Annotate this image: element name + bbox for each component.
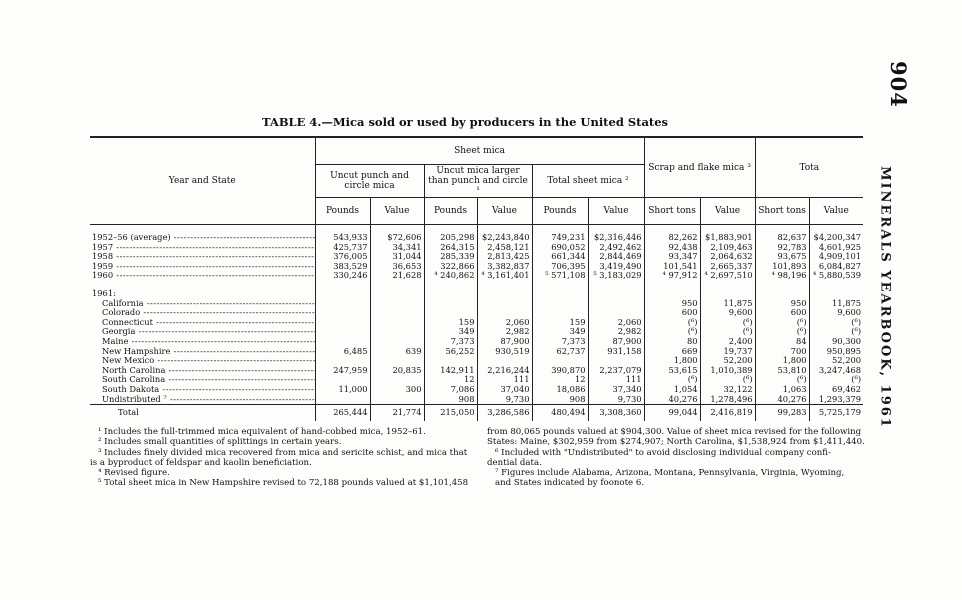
- table-cell: 99,044: [644, 405, 700, 422]
- table-cell: 265,444: [315, 405, 370, 422]
- table-cell: (⁶): [644, 327, 700, 337]
- row-label: [90, 271, 315, 281]
- row-label-text: 1959 -----: [92, 262, 315, 271]
- table-cell: 31,044: [370, 252, 424, 262]
- table-cell: 264,315: [424, 243, 477, 253]
- table-cell: 1,010,389: [700, 366, 755, 376]
- row-label-text: Maine -----: [102, 337, 315, 346]
- table-cell: 82,262: [644, 233, 700, 243]
- subheader-7: Value: [700, 198, 755, 225]
- table-cell: [315, 308, 370, 318]
- table-cell: 9,600: [809, 308, 863, 318]
- table-cell: 931,158: [588, 347, 644, 357]
- table-cell: 84: [755, 337, 809, 347]
- row-label-text: New Mexico -----: [102, 356, 315, 365]
- subheader-0: Pounds: [315, 198, 370, 225]
- row-label-text: South Carolina -----: [102, 375, 315, 384]
- table-cell: (⁶): [700, 318, 755, 328]
- table-cell: 690,052: [532, 243, 588, 253]
- table-cell: 950: [755, 299, 809, 309]
- table-cell: 52,200: [809, 356, 863, 366]
- row-label-text: 1958 -----: [92, 252, 315, 261]
- row-label: [90, 299, 315, 309]
- row-label: [90, 308, 315, 318]
- page-number: 904: [886, 61, 911, 108]
- table-cell: [315, 299, 370, 309]
- table-cell: 11,000: [315, 385, 370, 395]
- row-label: [90, 337, 315, 347]
- footnote-line: ⁴ Revised figure.: [98, 468, 170, 479]
- table-cell: 40,276: [755, 395, 809, 405]
- footnote-line: dential data.: [487, 457, 542, 468]
- footnote-line: ³ Includes finely divided mica recovered from mica and sericite schist, and mica that: [98, 447, 468, 458]
- footnotes-left: [90, 427, 475, 489]
- table-cell: [315, 327, 370, 337]
- table-cell: 2,237,079: [588, 366, 644, 376]
- table-cell: 12: [424, 375, 477, 385]
- table-cell: 2,400: [700, 337, 755, 347]
- table-cell: 82,637: [755, 233, 809, 243]
- table-cell: [477, 299, 532, 309]
- table-cell: 1,800: [755, 356, 809, 366]
- table-cell: 92,438: [644, 243, 700, 253]
- table-cell: 2,665,337: [700, 262, 755, 272]
- table-cell: [315, 318, 370, 328]
- table-cell: ⁴ 240,862: [424, 271, 477, 281]
- footnote-line: ² Includes small quantities of splittings in certain years.: [98, 437, 342, 448]
- table-cell: 2,982: [477, 327, 532, 337]
- table-cell: (⁶): [809, 375, 863, 385]
- table-cell: 3,286,586: [477, 405, 532, 422]
- table-cell: 1,278,496: [700, 395, 755, 405]
- table-cell: 950: [644, 299, 700, 309]
- table-cell: 2,844,469: [588, 252, 644, 262]
- table-cell: 1,063: [755, 385, 809, 395]
- table-cell: 2,982: [588, 327, 644, 337]
- table-cell: [370, 299, 424, 309]
- table-cell: [370, 308, 424, 318]
- table-cell: 6,084,827: [809, 262, 863, 272]
- table-cell: (⁶): [755, 375, 809, 385]
- table-cell: (⁶): [809, 318, 863, 328]
- table-cell: 1,293,379: [809, 395, 863, 405]
- table-cell: ⁴ 2,697,510: [700, 271, 755, 281]
- table-cell: (⁶): [644, 318, 700, 328]
- table-cell: 9,600: [700, 308, 755, 318]
- row-label: [90, 252, 315, 262]
- table-cell: 3,382,837: [477, 262, 532, 272]
- subheader-4: Pounds: [532, 198, 588, 225]
- table-cell: 706,395: [532, 262, 588, 272]
- footnote-line: ⁵ Total sheet mica in New Hampshire revised to 72,188 pounds valued at $1,101,458: [98, 478, 469, 489]
- table-cell: $1,883,901: [700, 233, 755, 243]
- footnote-line: States: Maine, $302,959 from $274,907; North Carolina, $1,538,924 from $1,411,440.: [487, 437, 865, 448]
- header-uncut-punch: Uncut punch and circle mica: [315, 165, 424, 198]
- table-cell: 69,462: [809, 385, 863, 395]
- table-cell: 37,340: [588, 385, 644, 395]
- table-cell: 543,933: [315, 233, 370, 243]
- table-cell: 2,492,462: [588, 243, 644, 253]
- table-cell: 11,875: [700, 299, 755, 309]
- table-cell: 480,494: [532, 405, 588, 422]
- footnote-line: from 80,065 pounds valued at $904,300. Value of sheet mica revised for the following: [487, 427, 862, 437]
- footnote-line: ¹ Includes the full-trimmed mica equivalent of hand-cobbed mica, 1952–61.: [98, 427, 426, 437]
- row-label-text: Colorado -----: [102, 308, 315, 317]
- table-cell: [424, 299, 477, 309]
- row-label: [90, 366, 315, 376]
- table-cell: 6,485: [315, 347, 370, 357]
- table-cell: 62,737: [532, 347, 588, 357]
- table-cell: $2,243,840: [477, 233, 532, 243]
- table-cell: 2,216,244: [477, 366, 532, 376]
- table-cell: 36,653: [370, 262, 424, 272]
- table-row: [90, 395, 863, 405]
- footnote-line: ⁷ Figures include Alabama, Arizona, Montana, Pennsylvania, Virginia, Wyoming,: [495, 468, 845, 479]
- table-cell: 7,373: [532, 337, 588, 347]
- row-label: [90, 327, 315, 337]
- table-cell: 1,054: [644, 385, 700, 395]
- table-cell: 37,040: [477, 385, 532, 395]
- table-cell: 111: [477, 375, 532, 385]
- table-cell: 142,911: [424, 366, 477, 376]
- table-cell: 19,737: [700, 347, 755, 357]
- table-cell: 908: [532, 395, 588, 405]
- row-label: [90, 233, 315, 243]
- table-cell: $72,606: [370, 233, 424, 243]
- table-cell: 930,519: [477, 347, 532, 357]
- table-cell: 40,276: [644, 395, 700, 405]
- table-cell: 3,247,468: [809, 366, 863, 376]
- table-cell: 53,810: [755, 366, 809, 376]
- table-cell: 600: [644, 308, 700, 318]
- row-label-text: 1952–56 (average) -----: [92, 233, 315, 242]
- table-cell: $4,200,347: [809, 233, 863, 243]
- row-label: [90, 318, 315, 328]
- table-cell: [370, 395, 424, 405]
- table-cell: (⁶): [809, 327, 863, 337]
- table-cell: 4,601,925: [809, 243, 863, 253]
- table-cell: 2,109,463: [700, 243, 755, 253]
- table-title: TABLE 4.—Mica sold or used by producers in the United States: [261, 115, 669, 129]
- table-cell: 2,060: [588, 318, 644, 328]
- table-cell: 330,246: [315, 271, 370, 281]
- table-cell: 669: [644, 347, 700, 357]
- table-cell: 80: [644, 337, 700, 347]
- subheader-8: Short tons: [755, 198, 809, 225]
- table-row: [90, 405, 863, 422]
- table-cell: 11,875: [809, 299, 863, 309]
- table-cell: 159: [424, 318, 477, 328]
- table-cell: (⁶): [700, 375, 755, 385]
- table-cell: [370, 318, 424, 328]
- table-cell: [588, 299, 644, 309]
- footnote-line: and States indicated by foonote 6.: [495, 478, 645, 489]
- table-cell: 12: [532, 375, 588, 385]
- table-cell: 661,344: [532, 252, 588, 262]
- table-cell: 2,060: [477, 318, 532, 328]
- table-cell: 21,774: [370, 405, 424, 422]
- table-cell: 322,866: [424, 262, 477, 272]
- table-cell: 56,252: [424, 347, 477, 357]
- subheader-2: Pounds: [424, 198, 477, 225]
- table-cell: 2,458,121: [477, 243, 532, 253]
- subheader-5: Value: [588, 198, 644, 225]
- table-cell: 87,900: [477, 337, 532, 347]
- table-cell: ⁵ 3,183,029: [588, 271, 644, 281]
- table-cell: 383,529: [315, 262, 370, 272]
- table-cell: [370, 327, 424, 337]
- table-cell: [315, 395, 370, 405]
- table-cell: ⁴ 5,880,539: [809, 271, 863, 281]
- table-cell: 92,783: [755, 243, 809, 253]
- header-uncut-larger: Uncut mica larger than punch and circle ¹: [424, 165, 532, 198]
- table-cell: 20,835: [370, 366, 424, 376]
- table-cell: 2,064,632: [700, 252, 755, 262]
- table-cell: 111: [588, 375, 644, 385]
- table-cell: ⁴ 97,912: [644, 271, 700, 281]
- row-label: [90, 375, 315, 385]
- table-cell: 247,959: [315, 366, 370, 376]
- table-cell: 2,813,425: [477, 252, 532, 262]
- table-cell: (⁶): [700, 327, 755, 337]
- table-cell: 2,416,819: [700, 405, 755, 422]
- row-label-text: Georgia -----: [102, 327, 315, 336]
- table-cell: 32,122: [700, 385, 755, 395]
- table-cell: 205,298: [424, 233, 477, 243]
- table-cell: 21,628: [370, 271, 424, 281]
- table-cell: 159: [532, 318, 588, 328]
- table-cell: 300: [370, 385, 424, 395]
- table-cell: 639: [370, 347, 424, 357]
- table-cell: ⁴ 3,161,401: [477, 271, 532, 281]
- header-total: Tota: [755, 137, 863, 198]
- header-year-state: Year and State: [90, 137, 315, 225]
- table-row: [90, 271, 863, 281]
- row-label: [90, 243, 315, 253]
- table-cell: 3,419,490: [588, 262, 644, 272]
- table-cell: 90,300: [809, 337, 863, 347]
- table-cell: 101,893: [755, 262, 809, 272]
- year-1961-label: 1961:: [92, 288, 116, 298]
- table-cell: $2,316,446: [588, 233, 644, 243]
- table-cell: 18,086: [532, 385, 588, 395]
- subheader-3: Value: [477, 198, 532, 225]
- table-cell: 950,895: [809, 347, 863, 357]
- row-label: [90, 347, 315, 357]
- spacer-row: [90, 281, 863, 289]
- table-cell: 285,339: [424, 252, 477, 262]
- table-cell: 700: [755, 347, 809, 357]
- table-cell: 52,200: [700, 356, 755, 366]
- table-cell: 93,675: [755, 252, 809, 262]
- row-label-text: North Carolina -----: [102, 366, 315, 375]
- table-cell: 9,730: [588, 395, 644, 405]
- footnote-line: ⁶ Included with "Undistributed" to avoid disclosing individual company confi-: [495, 447, 831, 458]
- subheader-9: Value: [809, 198, 863, 225]
- table-cell: 99,283: [755, 405, 809, 422]
- footnote-line: is a byproduct of feldspar and kaolin beneficiation.: [90, 457, 312, 468]
- table-cell: 3,308,360: [588, 405, 644, 422]
- running-head: MINERALS YEARBOOK, 1961: [877, 166, 893, 429]
- row-label-text: Connecticut -----: [102, 318, 315, 327]
- table-cell: 749,231: [532, 233, 588, 243]
- table-cell: [532, 299, 588, 309]
- table-cell: 908: [424, 395, 477, 405]
- subheader-6: Short tons: [644, 198, 700, 225]
- table-cell: 425,737: [315, 243, 370, 253]
- table-cell: 5,725,179: [809, 405, 863, 422]
- table-cell: 93,347: [644, 252, 700, 262]
- table-cell: 390,870: [532, 366, 588, 376]
- table-cell: 34,341: [370, 243, 424, 253]
- table-cell: ⁵ 571,108: [532, 271, 588, 281]
- table-cell: 53,615: [644, 366, 700, 376]
- row-label: [90, 405, 315, 422]
- row-label-text: Total: [118, 407, 139, 418]
- row-label: [90, 385, 315, 395]
- table-cell: 349: [424, 327, 477, 337]
- row-label-text: Undistributed ⁷ -----: [102, 395, 315, 404]
- table-cell: (⁶): [644, 375, 700, 385]
- header-total-sheet: Total sheet mica ²: [532, 165, 644, 198]
- footnotes-right: [487, 427, 872, 489]
- row-label-text: 1957 -----: [92, 243, 315, 252]
- table-cell: 600: [755, 308, 809, 318]
- table-cell: 87,900: [588, 337, 644, 347]
- table-cell: 7,373: [424, 337, 477, 347]
- row-label-text: 1960 -----: [92, 271, 315, 280]
- table-cell: 4,909,101: [809, 252, 863, 262]
- table-cell: 349: [532, 327, 588, 337]
- subheader-1: Value: [370, 198, 424, 225]
- table-cell: 376,005: [315, 252, 370, 262]
- table-cell: ⁴ 98,196: [755, 271, 809, 281]
- row-label: [90, 262, 315, 272]
- table-cell: 7,086: [424, 385, 477, 395]
- table-cell: (⁶): [755, 318, 809, 328]
- table-cell: 1,800: [644, 356, 700, 366]
- table-cell: 9,730: [477, 395, 532, 405]
- row-label-text: South Dakota -----: [102, 385, 315, 394]
- header-scrap-flake: Scrap and flake mica ³: [644, 137, 755, 198]
- row-label: [90, 356, 315, 366]
- header-sheet-mica: Sheet mica: [315, 137, 644, 165]
- table-cell: (⁶): [755, 327, 809, 337]
- mica-table: [90, 136, 863, 421]
- table-cell: 215,050: [424, 405, 477, 422]
- row-label-text: New Hampshire -----: [102, 347, 315, 356]
- row-label-text: California -----: [102, 299, 315, 308]
- table-cell: 101,541: [644, 262, 700, 272]
- row-label: [90, 395, 315, 405]
